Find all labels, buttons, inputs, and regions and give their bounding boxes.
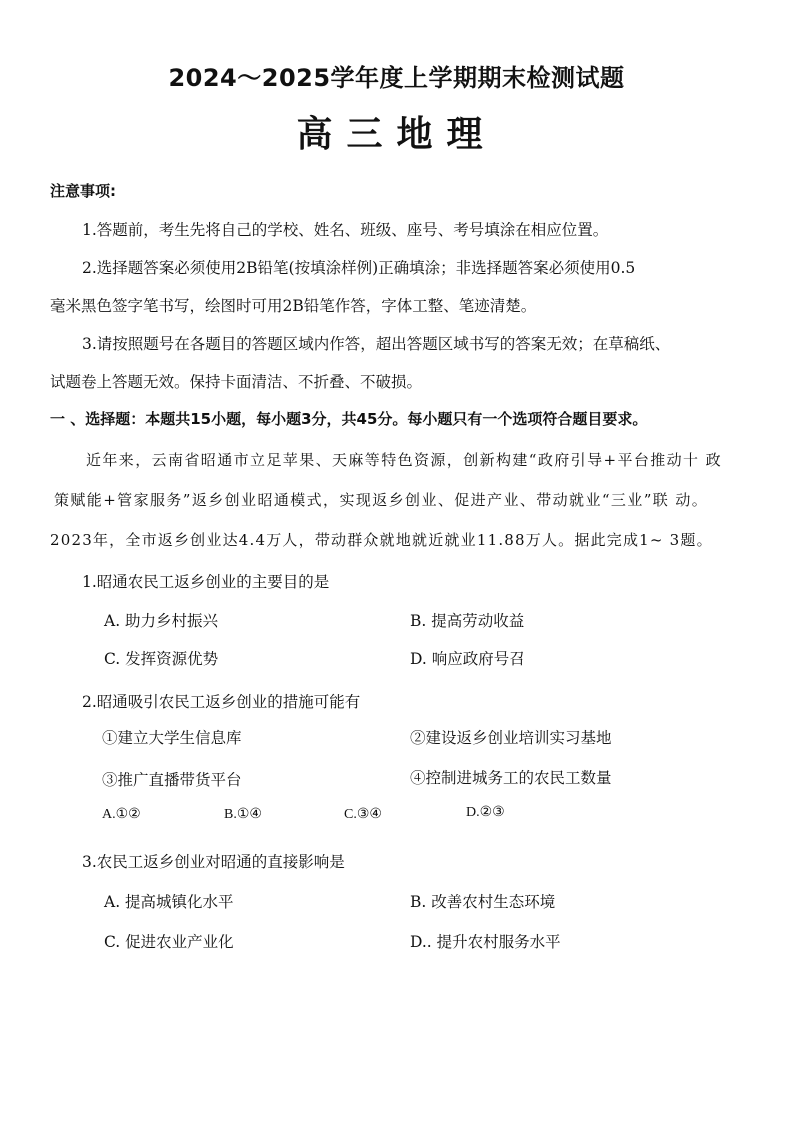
q2-option-c: C.③④: [344, 807, 382, 822]
subject-title: 高三地理: [296, 114, 497, 155]
notice-item-2-line-2: 毫米黑色签字笔书写，绘图时可用2B铅笔作答，字体工整、笔迹清楚。: [50, 297, 537, 315]
q3-option-d: D.. 提升农村服务水平: [410, 933, 561, 951]
notice-item-3-line-2: 试题卷上答题无效。保持卡面清洁、不折叠、不破损。: [50, 373, 423, 391]
q2-option-d: D.②③: [466, 805, 505, 820]
q2-option-b: B.①④: [224, 807, 262, 822]
q3-option-a: A. 提高城镇化水平: [104, 893, 234, 911]
notice-item-2-line-1: 2.选择题答案必须使用2B铅笔(按填涂样例)正确填涂；非选择题答案必须使用0.5: [82, 259, 636, 277]
q1-option-b: B. 提高劳动收益: [410, 612, 525, 630]
passage-line-1: 近年来，云南省昭通市立足苹果、天麻等特色资源，创新构建“政府引导+平台推动十 政: [86, 451, 723, 469]
q1-option-d: D. 响应政府号召: [410, 650, 525, 668]
notice-item-1: 1.答题前，考生先将自己的学校、姓名、班级、座号、考号填涂在相应位置。: [82, 221, 609, 239]
section-1-heading: 一 、选择题：本题共15小题，每小题3分，共45分。每小题只有一个选项符合题目要求。: [50, 410, 648, 428]
notice-item-3-line-1: 3.请按照题号在各题目的答题区域内作答，超出答题区域书写的答案无效；在草稿纸、: [82, 335, 671, 353]
q2-stem: 2.昭通吸引农民工返乡创业的措施可能有: [82, 693, 361, 711]
q1-stem: 1.昭通农民工返乡创业的主要目的是: [82, 573, 330, 591]
q2-statement-4: ④控制进城务工的农民工数量: [410, 769, 612, 787]
q1-option-c: C. 发挥资源优势: [104, 650, 219, 668]
passage-line-3: 2023年，全市返乡创业达4.4万人，带动群众就地就近就业11.88万人。据此完成1~ 3题。: [50, 531, 713, 549]
q2-statement-2: ②建设返乡创业培训实习基地: [410, 729, 612, 747]
q2-statement-1: ①建立大学生信息库: [102, 729, 242, 747]
q2-option-a: A.①②: [102, 807, 141, 822]
q2-statement-3: ③推广直播带货平台: [102, 771, 242, 789]
notice-heading: 注意事项:: [50, 182, 116, 200]
q1-option-a: A. 助力乡村振兴: [104, 612, 219, 630]
passage-line-2: 策赋能+管家服务”返乡创业昭通模式，实现返乡创业、促进产业、带动就业“三业”联 动。: [54, 491, 709, 509]
exam-title: 2024～2025学年度上学期期末检测试题: [168, 64, 625, 92]
q3-stem: 3.农民工返乡创业对昭通的直接影响是: [82, 853, 345, 871]
q3-option-b: B. 改善农村生态环境: [410, 893, 556, 911]
q3-option-c: C. 促进农业产业化: [104, 933, 234, 951]
